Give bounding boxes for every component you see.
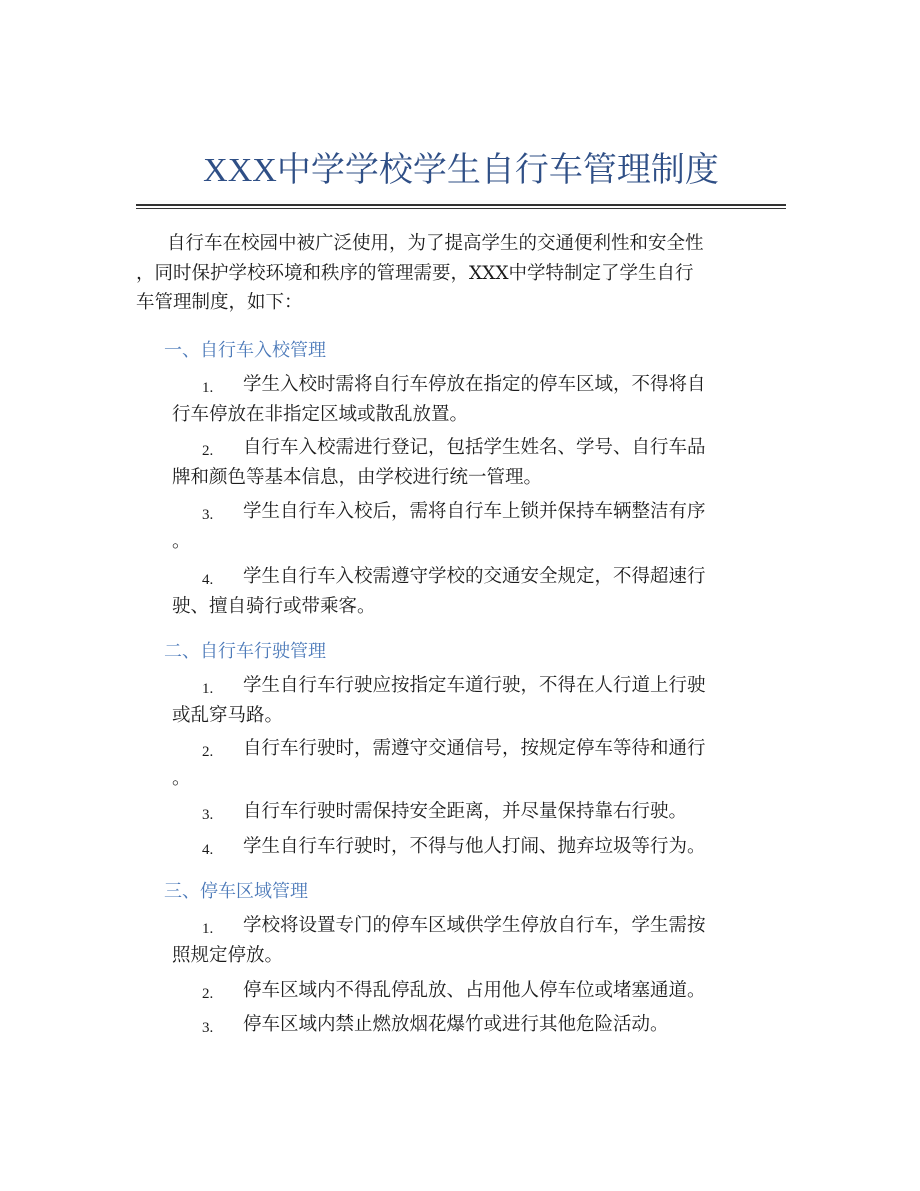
list-item <box>172 1010 782 1040</box>
item-line: 。 <box>172 530 191 552</box>
list-item <box>172 370 782 429</box>
item-line: 牌和颜色等基本信息，由学校进行统一管理。 <box>172 466 543 488</box>
item-number: 3. <box>202 1020 214 1036</box>
item-line: 自行车入校需进行登记，包括学生姓名、学号、自行车品 <box>243 437 706 458</box>
item-number: 3. <box>202 807 214 823</box>
list-item <box>172 832 782 862</box>
intro-line: 自行车在校园中被广泛使用，为了提高学生的交通便利性和安全性 <box>167 233 704 254</box>
item-number: 1. <box>202 921 214 937</box>
list-item <box>172 562 782 621</box>
item-line: 停车区域内不得乱停乱放、占用他人停车位或堵塞通道。 <box>243 980 706 1001</box>
item-number: 2. <box>202 443 214 459</box>
item-line: 。 <box>172 767 191 789</box>
item-number: 2. <box>202 986 214 1002</box>
item-line: 学生自行车行驶应按指定车道行驶，不得在人行道上行驶 <box>243 675 706 696</box>
list-item <box>172 976 782 1006</box>
section-heading: 三、停车区域管理 <box>164 881 308 902</box>
item-line: 自行车行驶时需保持安全距离，并尽量保持靠右行驶。 <box>243 801 688 822</box>
section-heading: 一、自行车入校管理 <box>164 340 326 361</box>
list-item <box>172 671 782 730</box>
document-title: XXX中学学校学生自行车管理制度 <box>203 152 719 189</box>
section-heading: 二、自行车行驶管理 <box>164 641 326 662</box>
item-line: 行车停放在非指定区域或散乱放置。 <box>172 403 469 425</box>
list-item <box>172 797 782 827</box>
item-line: 学生自行车行驶时，不得与他人打闹、抛弃垃圾等行为。 <box>243 836 706 857</box>
intro-line: ，同时保护学校环境和秩序的管理需要，XXX中学特制定了学生自行 <box>136 262 694 284</box>
intro-paragraph <box>136 229 776 318</box>
item-line: 学生自行车入校需遵守学校的交通安全规定，不得超速行 <box>243 566 706 587</box>
item-number: 4. <box>202 572 214 588</box>
item-line: 自行车行驶时，需遵守交通信号，按规定停车等待和通行 <box>243 738 706 759</box>
item-line: 停车区域内禁止燃放烟花爆竹或进行其他危险活动。 <box>243 1014 669 1035</box>
item-line: 学生自行车入校后，需将自行车上锁并保持车辆整洁有序 <box>243 501 706 522</box>
item-line: 或乱穿马路。 <box>172 704 284 726</box>
intro-line: 车管理制度，如下： <box>136 292 303 313</box>
item-number: 1. <box>202 681 214 697</box>
list-item <box>172 433 782 492</box>
item-number: 3. <box>202 507 214 523</box>
item-line: 驶、擅自骑行或带乘客。 <box>172 595 376 617</box>
item-line: 学校将设置专门的停车区域供学生停放自行车，学生需按 <box>243 915 706 936</box>
item-line: 学生入校时需将自行车停放在指定的停车区域，不得将自 <box>243 374 706 395</box>
list-item <box>172 497 782 556</box>
item-number: 1. <box>202 380 214 396</box>
item-number: 2. <box>202 744 214 760</box>
title-divider <box>136 204 786 209</box>
item-number: 4. <box>202 842 214 858</box>
item-line: 照规定停放。 <box>172 944 284 966</box>
list-item <box>172 734 782 793</box>
list-item <box>172 911 782 970</box>
